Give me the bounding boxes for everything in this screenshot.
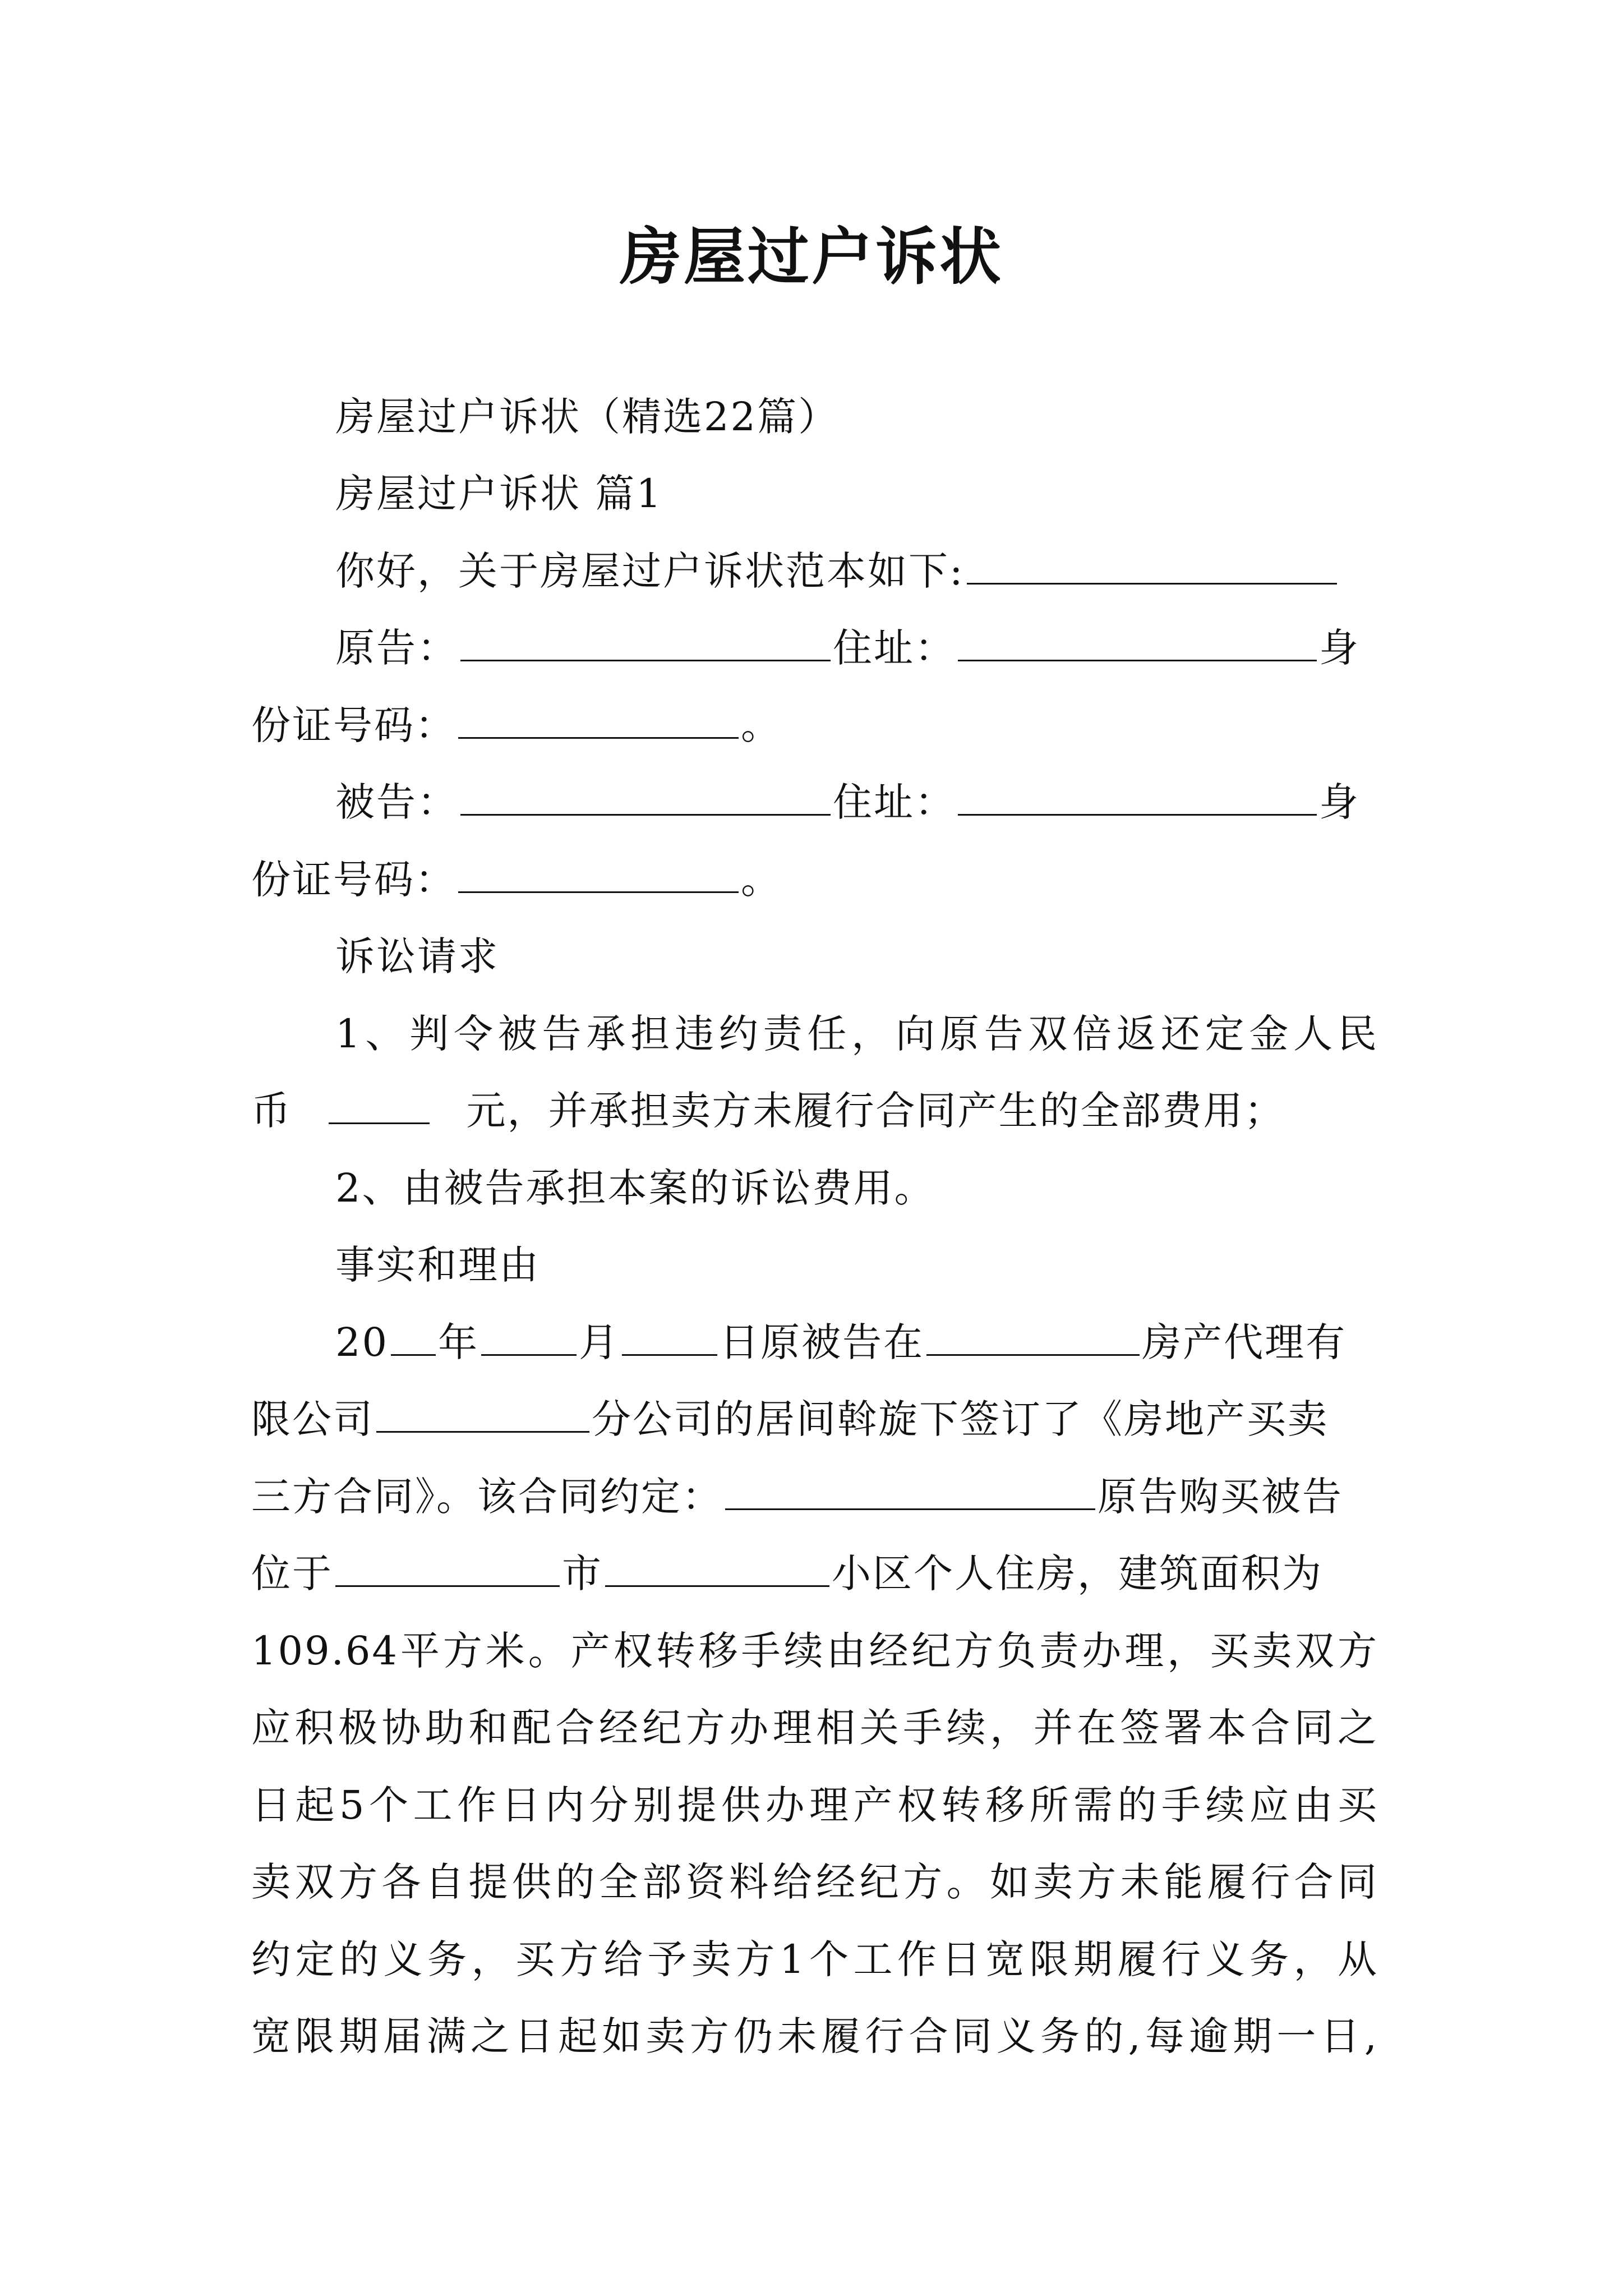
purchase-text: 原告购买被告 [1098, 1474, 1343, 1520]
defendant-line [251, 774, 1378, 830]
claim-2-line [251, 1160, 1378, 1216]
location-label: 位于 [251, 1550, 333, 1596]
city-label: 市 [562, 1550, 603, 1596]
claim-1-continued [251, 1083, 1378, 1139]
facts-line-4 [251, 1545, 1378, 1602]
intro-text: 你好，关于房屋过户诉状范本如下: [335, 548, 965, 594]
body-text: 卖双方各自提供的全部资料给经纪方。如卖方未能履行合同 [251, 1859, 1378, 1905]
amount-blank [329, 1083, 430, 1124]
defendant-id-line [251, 852, 1378, 908]
body-line [251, 1854, 1378, 1910]
claim-1-rest: 元，并承担卖方未履行合同产生的全部费用； [466, 1088, 1285, 1134]
branch-text: 分公司的居间斡旋下签订了《房地产买卖 [592, 1396, 1329, 1442]
claim-2-text: 2、由被告承担本案的诉讼费用。 [335, 1165, 935, 1211]
section-heading-text: 房屋过户诉状 篇1 [335, 471, 663, 517]
plaintiff-id-blank [458, 698, 739, 739]
body-line [251, 2008, 1378, 2064]
plaintiff-address-label: 住址： [833, 625, 956, 671]
plaintiff-id-line [251, 697, 1378, 753]
agency-text: 房产代理有 [1142, 1319, 1347, 1365]
body-text: 日起5个工作日内分别提供办理产权转移所需的手续应由买 [251, 1782, 1378, 1828]
body-text: 109.64平方米。产权转移手续由经纪方负责办理，买卖双方 [251, 1628, 1378, 1674]
city-blank [335, 1546, 560, 1587]
day-label: 日原被告在 [720, 1319, 925, 1365]
facts-heading-text: 事实和理由 [335, 1242, 540, 1288]
subtitle-text: 房屋过户诉状（精选22篇） [335, 394, 840, 440]
body-line [251, 1700, 1378, 1756]
facts-line-3 [251, 1469, 1378, 1525]
intro-blank [967, 544, 1337, 585]
branch-blank [376, 1392, 589, 1433]
currency-text: 币 [251, 1088, 292, 1134]
area-text: 小区个人住房，建筑面积为 [832, 1550, 1323, 1596]
section-heading [251, 466, 1378, 522]
community-blank [605, 1546, 829, 1587]
body-line [251, 1777, 1378, 1833]
document-title: 房屋过户诉状 [620, 221, 1003, 293]
company-text: 限公司 [251, 1396, 374, 1442]
claims-heading [251, 928, 1378, 984]
year-label: 年 [438, 1319, 479, 1365]
month-blank [481, 1315, 577, 1356]
body-text: 约定的义务，买方给予卖方1个工作日宽限期履行义务，从 [251, 1936, 1378, 1982]
facts-line-2 [251, 1391, 1378, 1447]
contract-text: 三方合同》。该合同约定： [251, 1474, 723, 1520]
plaintiff-id-prefix: 身 [1319, 625, 1360, 671]
intro-line [251, 543, 1378, 599]
year-prefix: 20 [335, 1319, 389, 1365]
body-text: 宽限期届满之日起如卖方仍未履行合同义务的,每逾期一日, [251, 2013, 1378, 2059]
day-blank [622, 1315, 717, 1356]
defendant-id-end: 。 [741, 857, 782, 903]
facts-line-1 [251, 1314, 1378, 1370]
subtitle-line [251, 389, 1378, 445]
facts-heading [251, 1237, 1378, 1293]
defendant-id-blank [458, 852, 739, 893]
contract-blank [725, 1469, 1095, 1510]
defendant-name-blank [460, 775, 831, 816]
body-line [251, 1623, 1378, 1679]
claim-1-line [251, 1006, 1378, 1062]
agency-blank [926, 1315, 1140, 1356]
plaintiff-line [251, 620, 1378, 676]
body-line [251, 1931, 1378, 1987]
claim-1-text: 1、判令被告承担违约责任，向原告双倍返还定金人民 [335, 1011, 1378, 1057]
body-text: 应积极协助和配合经纪方办理相关手续，并在签署本合同之 [251, 1705, 1378, 1751]
plaintiff-id-label: 份证号码： [251, 702, 456, 748]
year-blank [391, 1315, 436, 1356]
defendant-id-label: 份证号码： [251, 857, 456, 903]
plaintiff-address-blank [958, 620, 1317, 661]
defendant-address-blank [958, 775, 1317, 816]
defendant-address-label: 住址： [833, 779, 956, 825]
plaintiff-id-end: 。 [741, 702, 782, 748]
defendant-label: 被告： [335, 779, 458, 825]
claims-heading-text: 诉讼请求 [335, 933, 499, 979]
plaintiff-label: 原告： [335, 625, 458, 671]
defendant-id-prefix: 身 [1319, 779, 1360, 825]
month-label: 月 [579, 1319, 620, 1365]
plaintiff-name-blank [460, 620, 831, 661]
